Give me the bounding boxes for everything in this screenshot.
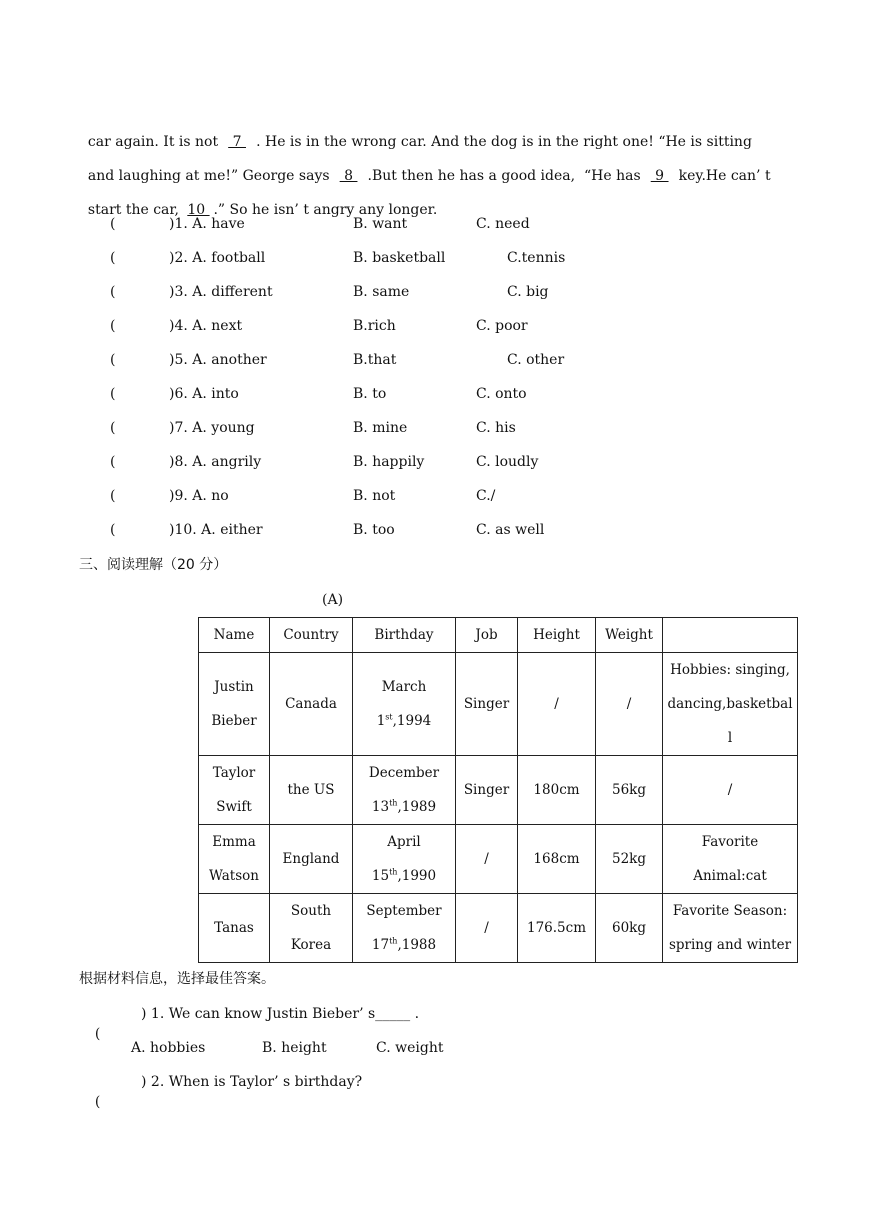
answer-paren-open: ( — [110, 454, 116, 470]
passage-text: .” So he isn’ t angry any longer. — [213, 202, 438, 218]
question-option-b: B.that — [353, 352, 397, 368]
answer-paren-open: ( — [110, 284, 116, 300]
blank-10: 10 — [187, 202, 210, 218]
table-cell-weight: / — [596, 653, 663, 756]
table-cell-name: Taylor Swift — [199, 756, 270, 825]
answer-paren-open: ( — [110, 386, 116, 402]
answer-paren-open: ( — [110, 522, 116, 538]
question-option-a: )10. A. either — [169, 522, 263, 538]
question-option-c: C. need — [476, 216, 530, 232]
table-cell-weight: 60kg — [596, 894, 663, 963]
table-cell-country: Canada — [270, 653, 353, 756]
table-cell-height: 176.5cm — [518, 894, 596, 963]
question-option-b: B.rich — [353, 318, 396, 334]
question-option-c: C. big — [507, 284, 549, 300]
table-row — [199, 894, 798, 963]
question-option-b: B. not — [353, 488, 396, 504]
table-cell-height: 180cm — [518, 756, 596, 825]
question-option-a: )9. A. no — [169, 488, 229, 504]
table-row — [199, 653, 798, 756]
question-option-c: C. loudly — [476, 454, 539, 470]
reading-option-c: C. weight — [376, 1040, 444, 1056]
question-option-a: )2. A. football — [169, 250, 266, 266]
question-option-c: C./ — [476, 488, 496, 504]
question-option-b: B. mine — [353, 420, 408, 436]
reading-option-a: A. hobbies — [131, 1040, 206, 1056]
question-option-a: )4. A. next — [169, 318, 243, 334]
question-option-a: )8. A. angrily — [169, 454, 262, 470]
question-option-b: B. too — [353, 522, 395, 538]
table-header: Birthday — [353, 618, 456, 653]
question-option-c: C.tennis — [507, 250, 566, 266]
passage-text: and laughing at me!” George says — [87, 168, 330, 184]
table-header: Job — [456, 618, 518, 653]
passage-text: start the car, — [87, 202, 180, 218]
table-header: Name — [199, 618, 270, 653]
table-cell-weight: 52kg — [596, 825, 663, 894]
table-cell-birthday: December 13th,1989 — [353, 756, 456, 825]
table-cell-country: England — [270, 825, 353, 894]
table-cell-extra: Favorite Season: spring and winter — [663, 894, 798, 963]
question-option-b: B. to — [353, 386, 387, 402]
question-option-c: C. his — [476, 420, 516, 436]
table-header: Weight — [596, 618, 663, 653]
table-cell-extra: Favorite Animal:cat — [663, 825, 798, 894]
table-cell-weight: 56kg — [596, 756, 663, 825]
answer-paren-open: ( — [110, 488, 116, 504]
table-header — [663, 618, 798, 653]
open-paren: ( — [94, 1026, 101, 1042]
table-header-row — [199, 618, 798, 653]
passage-text: . He is in the wrong car. And the dog is in the right one! “He is sitting — [256, 134, 752, 150]
table-row — [199, 825, 798, 894]
question-option-b: B. basketball — [353, 250, 446, 266]
question-option-a: )5. A. another — [169, 352, 267, 368]
reading-option-b: B. height — [262, 1040, 327, 1056]
table-cell-job: Singer — [456, 756, 518, 825]
table-cell-height: / — [518, 653, 596, 756]
question-option-b: B. happily — [353, 454, 425, 470]
question-option-c: C. onto — [476, 386, 527, 402]
table-cell-birthday: March 1st,1994 — [353, 653, 456, 756]
passage-text: car again. It is not — [87, 134, 219, 150]
table-cell-name: Justin Bieber — [199, 653, 270, 756]
question-option-c: C. other — [507, 352, 565, 368]
table-header: Height — [518, 618, 596, 653]
info-table — [198, 617, 798, 963]
reading-question-1-text: ) 1. We can know Justin Bieber’ s_____ . — [141, 1006, 420, 1022]
reading-question-2-text: ) 2. When is Taylor’ s birthday? — [141, 1074, 363, 1090]
passage-a-label: (A) — [322, 592, 344, 608]
table-cell-extra: / — [663, 756, 798, 825]
question-option-b: B. want — [353, 216, 408, 232]
table-cell-name: Tanas — [199, 894, 270, 963]
question-option-a: )1. A. have — [169, 216, 245, 232]
question-option-a: )6. A. into — [169, 386, 239, 402]
answer-paren-open: ( — [110, 250, 116, 266]
answer-paren-open: ( — [110, 420, 116, 436]
table-cell-birthday: September 17th,1988 — [353, 894, 456, 963]
passage-text: key.He can’ t — [678, 168, 771, 184]
table-header: Country — [270, 618, 353, 653]
passage-text: .But then he has a good idea, “He has — [367, 168, 641, 184]
table-cell-job: / — [456, 825, 518, 894]
table-row — [199, 756, 798, 825]
answer-paren-open: ( — [110, 318, 116, 334]
table-cell-country: South Korea — [270, 894, 353, 963]
table-cell-country: the US — [270, 756, 353, 825]
blank-8: 8 — [339, 168, 358, 184]
answer-paren-open: ( — [110, 352, 116, 368]
instruction-text: 根据材料信息，选择最佳答案。 — [79, 971, 275, 987]
table-cell-height: 168cm — [518, 825, 596, 894]
table-cell-extra: Hobbies: singing, dancing,basketbal l — [663, 653, 798, 756]
table-cell-job: Singer — [456, 653, 518, 756]
reading-question-2 — [86, 1072, 100, 1112]
table-cell-name: Emma Watson — [199, 825, 270, 894]
question-option-a: )3. A. different — [169, 284, 273, 300]
reading-question-1 — [86, 1004, 100, 1044]
blank-9: 9 — [650, 168, 669, 184]
question-option-c: C. poor — [476, 318, 528, 334]
question-option-a: )7. A. young — [169, 420, 255, 436]
question-option-b: B. same — [353, 284, 410, 300]
table-cell-birthday: April 15th,1990 — [353, 825, 456, 894]
open-paren: ( — [94, 1094, 101, 1110]
question-option-c: C. as well — [476, 522, 545, 538]
answer-paren-open: ( — [110, 216, 116, 232]
section-title: 三、阅读理解（20 分） — [79, 557, 228, 573]
blank-7: 7 — [228, 134, 246, 150]
table-cell-job: / — [456, 894, 518, 963]
